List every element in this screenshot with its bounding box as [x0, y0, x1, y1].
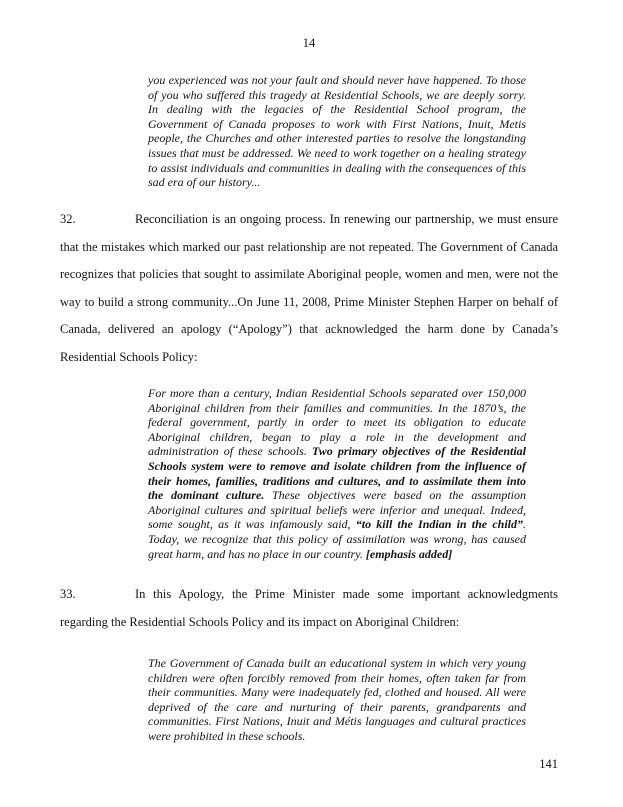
- quote-block-continuation: you experienced was not your fault and should never have happened. To those of you who suffered this tragedy at Residential Schools, we are deeply sorry. In dealing with the legacies of the Residential School program, the Government of Canada proposes to work with First Nations, Inuit, Metis people, the Churches and other interested parties to resolve the longstanding issues that must be addressed. We need to work together on a healing strategy to assist individuals and communities in dealing with the consequences of this sad era of our history...: [148, 73, 526, 190]
- quote-segment: For more than a century, Indian Residential Schools separated over 150,000 Aboriginal children from their families and communities. In the 1870’s, the federal government, partly in order to meet its obligation to educate Aboriginal children, began to play a role in the development and administration of these schools.: [148, 386, 526, 459]
- page-content: [60, 0, 558, 807]
- paragraph-text: Reconciliation is an ongoing process. In renewing our partnership, we must ensure that the mistakes which marked our past relationship are not repeated. The Government of Canada recognizes that policies that sought to assimilate Aboriginal people, women and men, were not the way to build a strong community...On June 11, 2008, Prime Minister Stephen Harper on behalf of Canada, delivered an apology (“Apology”) that acknowledged the harm done by Canada’s Residential Schools Policy:: [60, 212, 558, 364]
- quote-block-apology: [148, 386, 526, 561]
- quote-block-acknowledgments: The Government of Canada built an educational system in which very young children were often forcibly removed from their homes, often taken far from their communities. Many were inadequately fed, clothed and housed. All were deprived of the care and nurturing of their parents, grandparents and communities. First Nations, Inuit and Métis languages and cultural practices were prohibited in these schools.: [148, 656, 526, 743]
- quote-segment-emphasis-note: [emphasis added]: [365, 546, 453, 561]
- quote-segment: . Today, we recognize that this policy of assimilation was wrong, has caused great harm, and has no place in our country.: [148, 517, 527, 561]
- paragraph-number: 33.: [60, 587, 76, 601]
- quote-segment-emphasized: “to kill the Indian in the child”: [355, 517, 524, 532]
- paragraph-33: [60, 581, 558, 636]
- quote-segment-emphasized: Two primary objectives of the Residential Schools system were to remove and isolate children from the influence of their homes, families, traditions and cultures, and to assimilate them into the dominant culture.: [148, 444, 526, 503]
- paragraph-number: 32.: [60, 212, 76, 226]
- paragraph-32: [60, 206, 558, 371]
- paragraph-text: In this Apology, the Prime Minister made some important acknowledgments regarding the Residential Schools Policy and its impact on Aboriginal Children:: [60, 587, 558, 629]
- quote-segment: These objectives were based on the assumption Aboriginal cultures and spiritual beliefs were inferior and unequal. Indeed, some sought, as it was infamously said,: [148, 488, 526, 532]
- page-number-top: 14: [302, 36, 316, 50]
- page-number-bottom: 141: [539, 757, 558, 771]
